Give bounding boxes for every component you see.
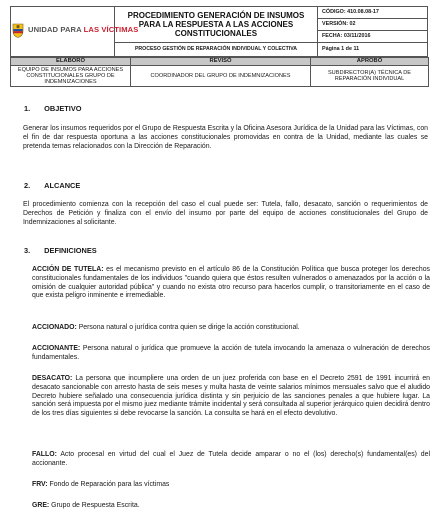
document-title: PROCEDIMIENTO GENERACIÓN DE INSUMOS PARA LA RESPUESTA A LAS ACCIONES CONSTITUCIONALES bbox=[127, 10, 305, 39]
definition-gre bbox=[32, 502, 430, 511]
reviso-value: COORDINADOR DEL GRUPO DE INDEMNIZACIONES bbox=[131, 65, 311, 86]
definition-accionado bbox=[32, 324, 430, 333]
definition-term: ACCIONADO: bbox=[32, 324, 77, 331]
signature-table bbox=[10, 57, 429, 88]
definition-accion-de-tutela bbox=[32, 266, 430, 301]
section-definiciones-heading bbox=[24, 246, 97, 255]
definition-accionante bbox=[32, 345, 430, 363]
definition-text: Grupo de Respuesta Escrita. bbox=[49, 502, 140, 509]
definition-term: FALLO: bbox=[32, 451, 57, 458]
definition-term: DESACATO: bbox=[32, 375, 73, 382]
logo-text-unidad: UNIDAD PARA bbox=[28, 24, 84, 34]
definition-term: ACCIÓN DE TUTELA: bbox=[32, 266, 104, 273]
definition-text: Fondo de Reparación para las víctimas bbox=[47, 481, 170, 488]
document-header bbox=[10, 6, 428, 57]
document-version: VERSIÓN: 02 bbox=[318, 19, 428, 31]
aprobo-header: APROBÓ bbox=[311, 57, 429, 65]
document-date: FECHA: 03/11/2016 bbox=[318, 31, 428, 43]
colombia-seal-icon bbox=[11, 22, 25, 38]
definition-text: La persona que incumpliere una orden de un juez proferida con base en el Decreto 2591 de 1991 incurrirá en desacato sancionable con arresto hasta de seis meses y multa hasta de veinte salarios mínimos mensuales salvo que el aludido Decreto hubiere señalado una consecuencia jurídica distinta y sin perjuicio de las sanciones penales a que hubiere lugar. La sanción será impuesta por el mismo juez mediante trámite incidental y será consultada al superior jerárquico quien decidirá dentro de los tres días siguientes si debe revocarse la sanción. La consulta se hará en el efecto devolutivo. bbox=[32, 375, 430, 418]
document-code: CÓDIGO: 410.08.08-17 bbox=[318, 7, 428, 19]
section-number: 3. bbox=[24, 246, 31, 255]
section-alcance-heading bbox=[24, 181, 80, 190]
section-number: 2. bbox=[24, 181, 31, 190]
section-title: DEFINICIONES bbox=[44, 246, 97, 255]
definition-text: Persona natural o jurídica contra quien se dirige la acción constitucional. bbox=[76, 324, 300, 331]
process-name: PROCESO GESTIÓN DE REPARACIÓN INDIVIDUAL Y COLECTIVA bbox=[115, 43, 318, 57]
definition-text: Persona natural o jurídica que promueve la acción de tutela invocando la amenaza o vulneración de derechos fundamentales. bbox=[32, 345, 430, 361]
definition-frv bbox=[32, 481, 430, 490]
aprobo-value: SUBDIRECTOR(A) TÉCNICA DE REPARACIÓN INDIVIDUAL bbox=[311, 65, 429, 86]
section-title: OBJETIVO bbox=[44, 104, 82, 113]
elaboro-header: ELABORÓ bbox=[11, 57, 131, 65]
definition-text: es el mecanismo previsto en el artículo 86 de la Constitución Política que busca proteger los derechos constitucionales fundamentales de los individuos "cuando quiera que éstos resulten vulnerados o amenazados por la acción o la omisión de cualquier autoridad pública" y cuando no exista otro recurso para hacerlos cumplir, o transitoriamente en el caso de que exista peligro inminente e irremediable. bbox=[32, 266, 430, 300]
unidad-victimas-logo bbox=[11, 22, 138, 38]
section-objetivo-heading bbox=[24, 104, 82, 113]
logo-cell bbox=[11, 7, 139, 57]
objetivo-text: Generar los insumos requeridos por el Grupo de Respuesta Escrita y la Oficina Asesora Jurídica de la Unidad para las Víctimas, con el fin de dar respuesta oportuna a las acciones constitucionales promovidas en contra de la Unidad, mediante las cuales se pretenda temas relacionados con la Dirección de Reparación. bbox=[23, 125, 428, 150]
definition-term: ACCIONANTE: bbox=[32, 345, 81, 352]
definition-desacato bbox=[32, 375, 430, 419]
definition-fallo bbox=[32, 451, 430, 469]
document-title-cell bbox=[115, 7, 318, 43]
definition-text: Acto procesal en virtud del cual el Juez de Tutela decide amparar o no el (los) derecho(s) fundamental(es) del accionante. bbox=[32, 451, 430, 467]
logo-text-victimas: LAS VÍCTIMAS bbox=[83, 24, 139, 34]
elaboro-value: EQUIPO DE INSUMOS PARA ACCIONES CONSTITUCIONALES GRUPO DE INDEMNIZACIONES bbox=[11, 65, 131, 86]
section-title: ALCANCE bbox=[44, 181, 81, 190]
definition-term: FRV: bbox=[32, 481, 48, 488]
definition-term: GRE: bbox=[32, 502, 50, 509]
reviso-header: REVISÓ bbox=[131, 57, 311, 65]
page-number: Página 1 de 11 bbox=[318, 43, 428, 57]
alcance-text: El procedimiento comienza con la recepción del caso el cual puede ser: Tutela, fallo, desacato, sanción o requerimientos de Derechos de Petición y finaliza con el envío del insumo por parte del equipo de acciones constitucionales del Grupo de Indemnizaciones al solicitante. bbox=[23, 201, 428, 226]
section-number: 1. bbox=[24, 104, 31, 113]
